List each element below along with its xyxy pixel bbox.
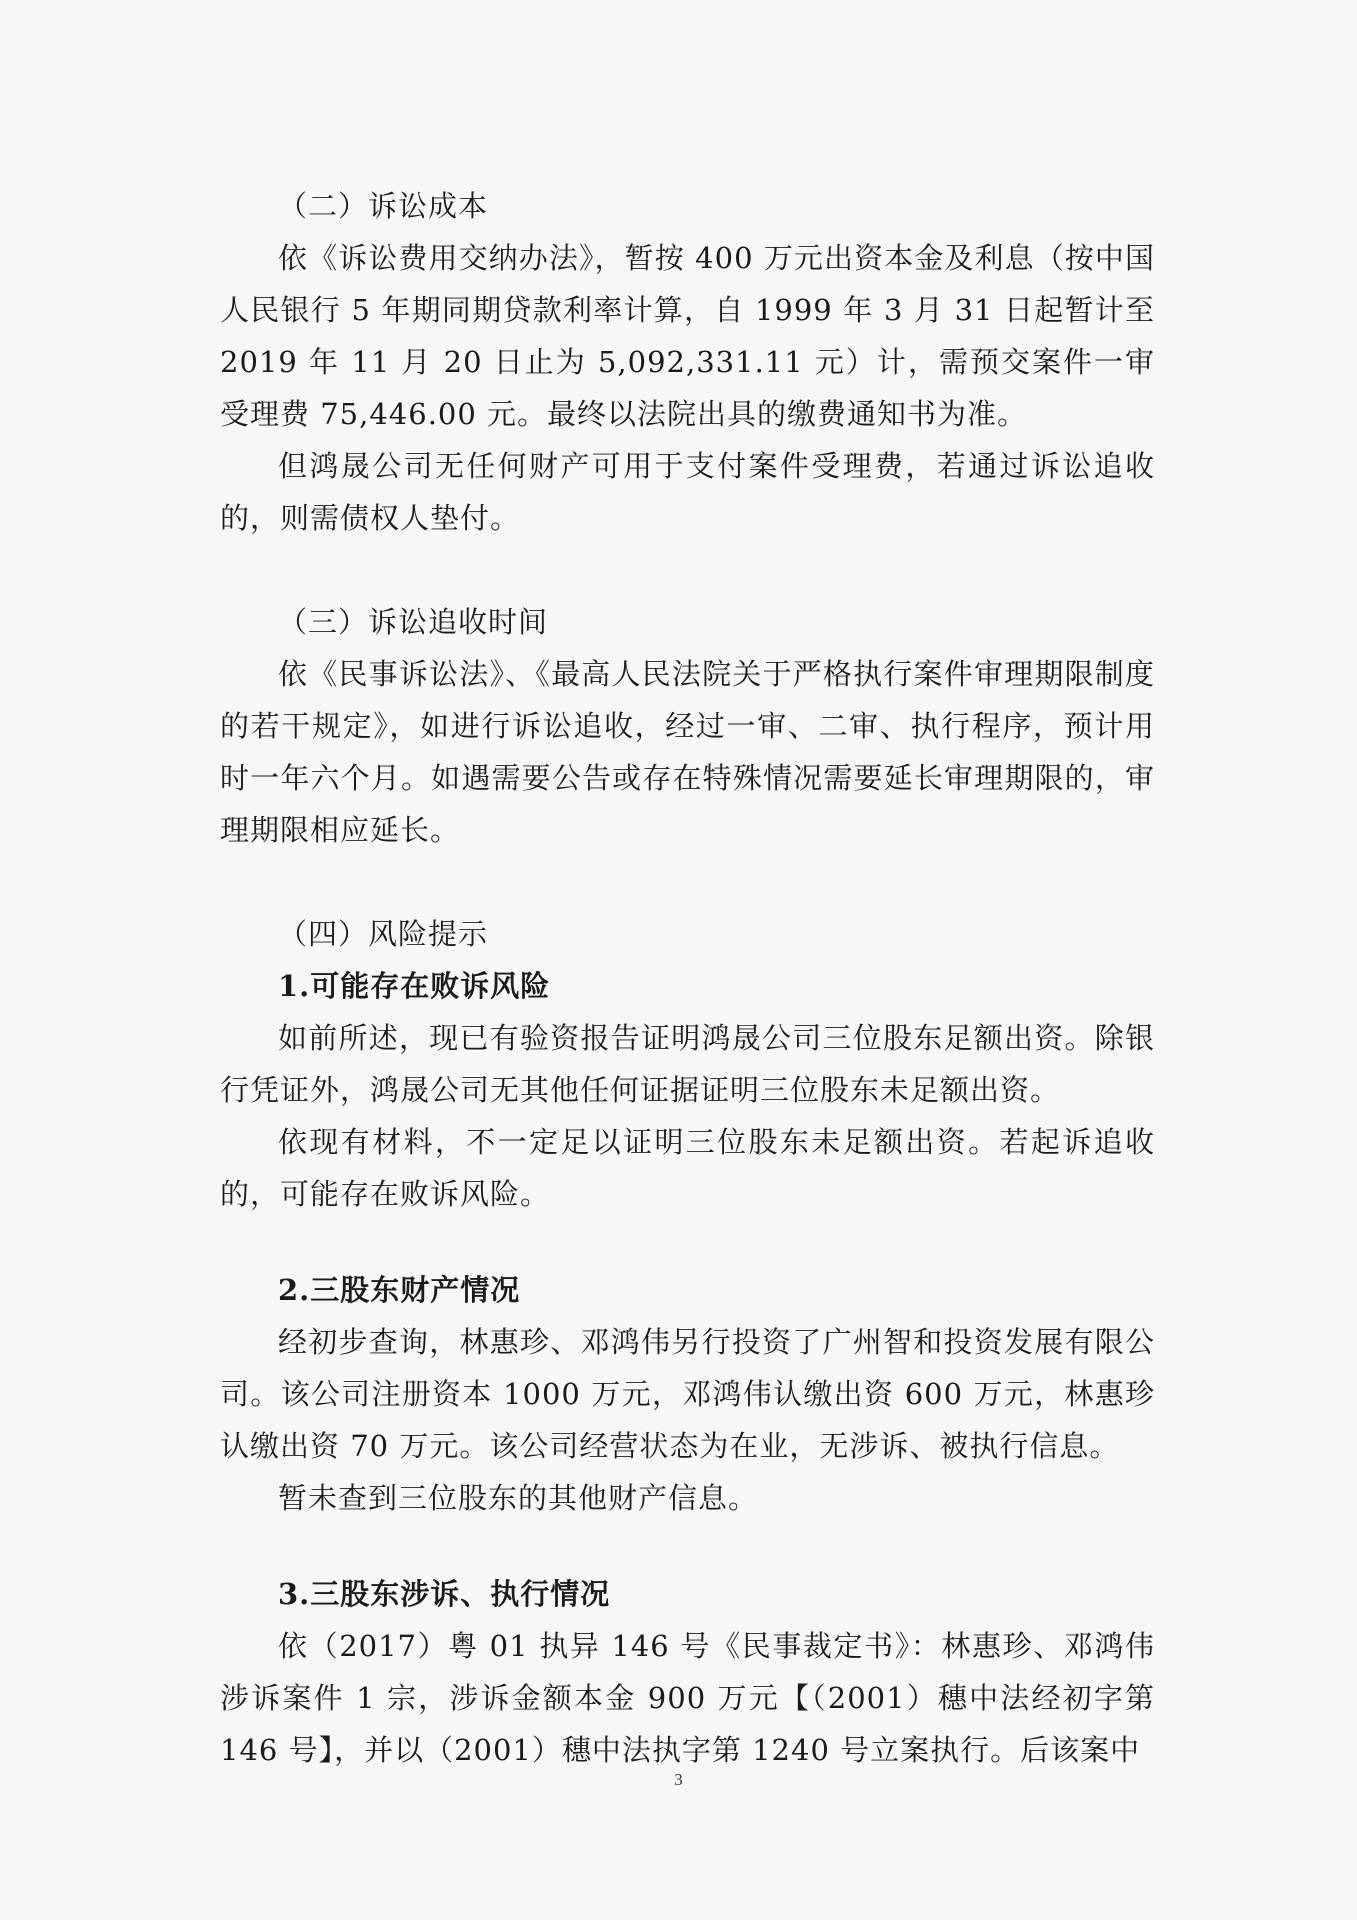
subsection-heading-shareholder-assets: 2.三股东财产情况: [278, 1273, 521, 1307]
subsection-heading-shareholder-litigation: 3.三股东涉诉、执行情况: [278, 1577, 611, 1611]
paragraph: 但鸿晟公司无任何财产可用于支付案件受理费，若通过诉讼追收的，则需债权人垫付。: [220, 449, 1155, 535]
page-number: 3: [674, 1770, 683, 1789]
paragraph: 依现有材料，不一定足以证明三位股东未足额出资。若起诉追收的，可能存在败诉风险。: [220, 1125, 1155, 1211]
section-heading-litigation-time: （三）诉讼追收时间: [278, 605, 549, 639]
spacer: [220, 1220, 1155, 1264]
paragraph: 依《民事诉讼法》、《最高人民法院关于严格执行案件审理期限制度的若干规定》，如进行诉讼追收，经过一审、二审、执行程序，预计用时一年六个月。如遇需要公告或存在特殊情况需要延长审理期限的，审理期限相应延长。: [220, 657, 1155, 847]
spacer: [220, 856, 1155, 908]
paragraph: 暂未查到三位股东的其他财产信息。: [278, 1481, 759, 1515]
paragraph: 经初步查询，林惠珍、邓鸿伟另行投资了广州智和投资发展有限公司。该公司注册资本 1000 万元，邓鸿伟认缴出资 600 万元，林惠珍认缴出资 70 万元。该公司经营状态为在业，无涉诉、被执行信息。: [220, 1325, 1155, 1463]
section-heading-litigation-cost: （二）诉讼成本: [278, 189, 489, 223]
document-body: [220, 180, 1155, 1776]
section-heading-risk-notice: （四）风险提示: [278, 917, 489, 951]
paragraph: 如前所述，现已有验资报告证明鸿晟公司三位股东足额出资。除银行凭证外，鸿晟公司无其他任何证据证明三位股东未足额出资。: [220, 1021, 1155, 1107]
paragraph: 依《诉讼费用交纳办法》，暂按 400 万元出资本金及利息（按中国人民银行 5 年期同期贷款利率计算，自 1999 年 3 月 31 日起暂计至 2019 年 11 月 20 日止为 5,092,331.11 元）计，需预交案件一审受理费 75,446.00 元。最终以法院出具的缴费通知书为准。: [220, 241, 1155, 431]
paragraph: 依（2017）粤 01 执异 146 号《民事裁定书》：林惠珍、邓鸿伟涉诉案件 1 宗，涉诉金额本金 900 万元【（2001）穗中法经初字第 146 号】，并以（2001）穗中法执字第 1240 号立案执行。后该案中: [220, 1629, 1155, 1767]
spacer: [220, 544, 1155, 596]
spacer: [220, 1524, 1155, 1568]
subsection-heading-lose-risk: 1.可能存在败诉风险: [278, 969, 551, 1003]
